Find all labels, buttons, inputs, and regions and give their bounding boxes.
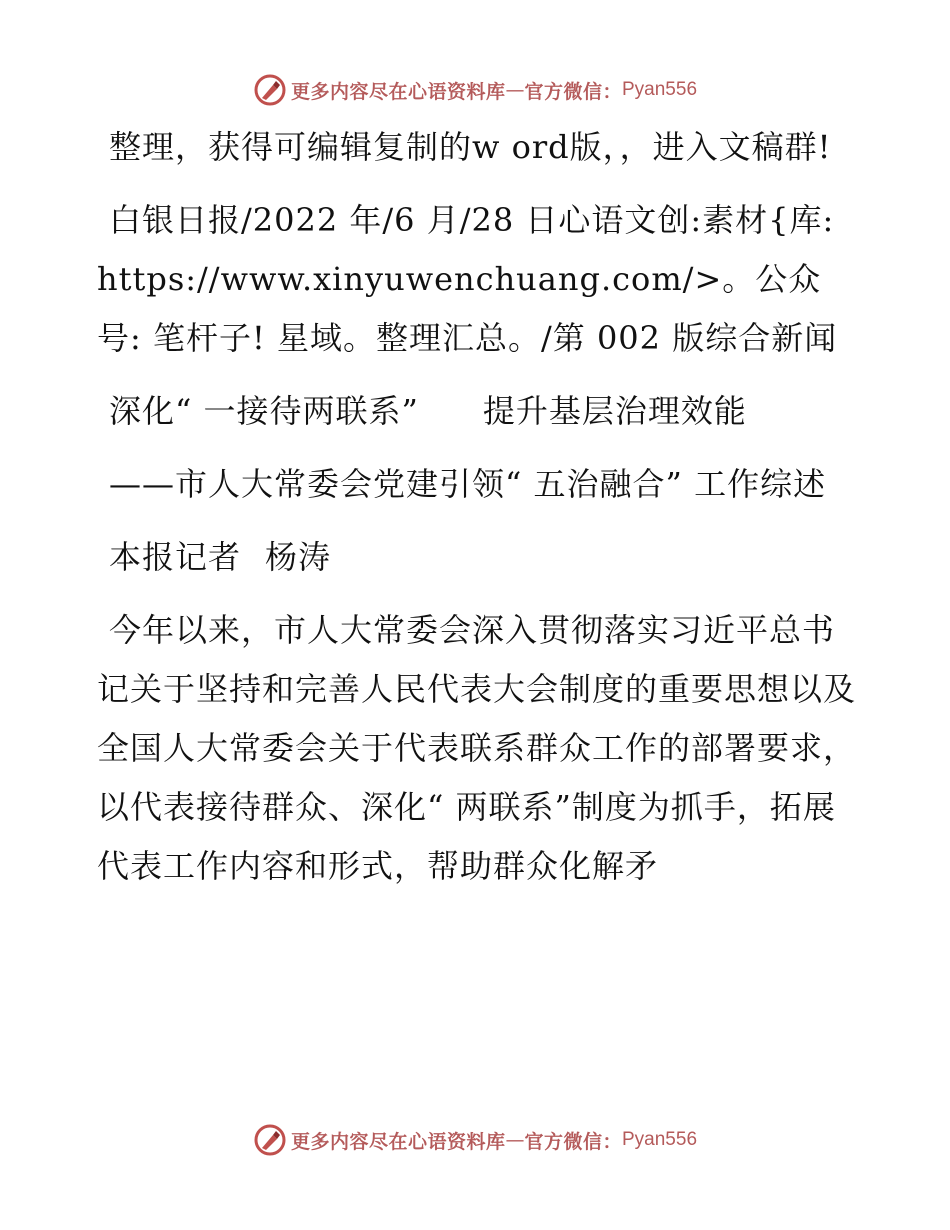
watermark-text: 更多内容尽在心语资料库 — [290, 1130, 506, 1153]
article-subtitle: ——市人大常委会党建引领“ 五治融合” 工作综述 — [109, 465, 827, 503]
byline-label: 本报记者 — [109, 538, 242, 576]
watermark-separator: — — [505, 79, 525, 101]
pen-logo-icon — [253, 73, 287, 107]
header-watermark — [0, 70, 950, 110]
byline — [97, 528, 857, 587]
article-title — [97, 382, 857, 441]
title-part-2: 提升基层治理效能 — [482, 392, 747, 430]
watermark-id: Pyan556 — [622, 1129, 698, 1150]
paragraph-intro: 整理，获得可编辑复制的w ord版，，进入文稿群! — [109, 128, 832, 166]
paragraph-source: 白银日报/2022 年/6 月/28 日心语文创:素材{库: https://www.xinyuwenchuang.com/>。公众号: 笔杆子! 星域。整理汇总。/第 002 版综合新闻 — [97, 201, 838, 357]
title-part-1: 深化“ 一接待两联系” — [109, 392, 419, 430]
document-body — [97, 118, 857, 910]
watermark-id: Pyan556 — [622, 79, 698, 100]
footer-watermark — [0, 1120, 950, 1160]
watermark-label: 官方微信： — [524, 80, 622, 103]
watermark-separator: — — [505, 1129, 525, 1151]
watermark-label: 官方微信： — [524, 1130, 622, 1153]
watermark-text: 更多内容尽在心语资料库 — [290, 80, 506, 103]
pen-logo-icon — [253, 1123, 287, 1157]
byline-author: 杨涛 — [265, 538, 332, 576]
paragraph-body: 今年以来，市人大常委会深入贯彻落实习近平总书记关于坚持和完善人民代表大会制度的重要思想以及全国人大常委会关于代表联系群众工作的部署要求，以代表接待群众、深化“ 两联系”制度为抓手，拓展代表工作内容和形式，帮助群众化解矛 — [97, 611, 857, 885]
